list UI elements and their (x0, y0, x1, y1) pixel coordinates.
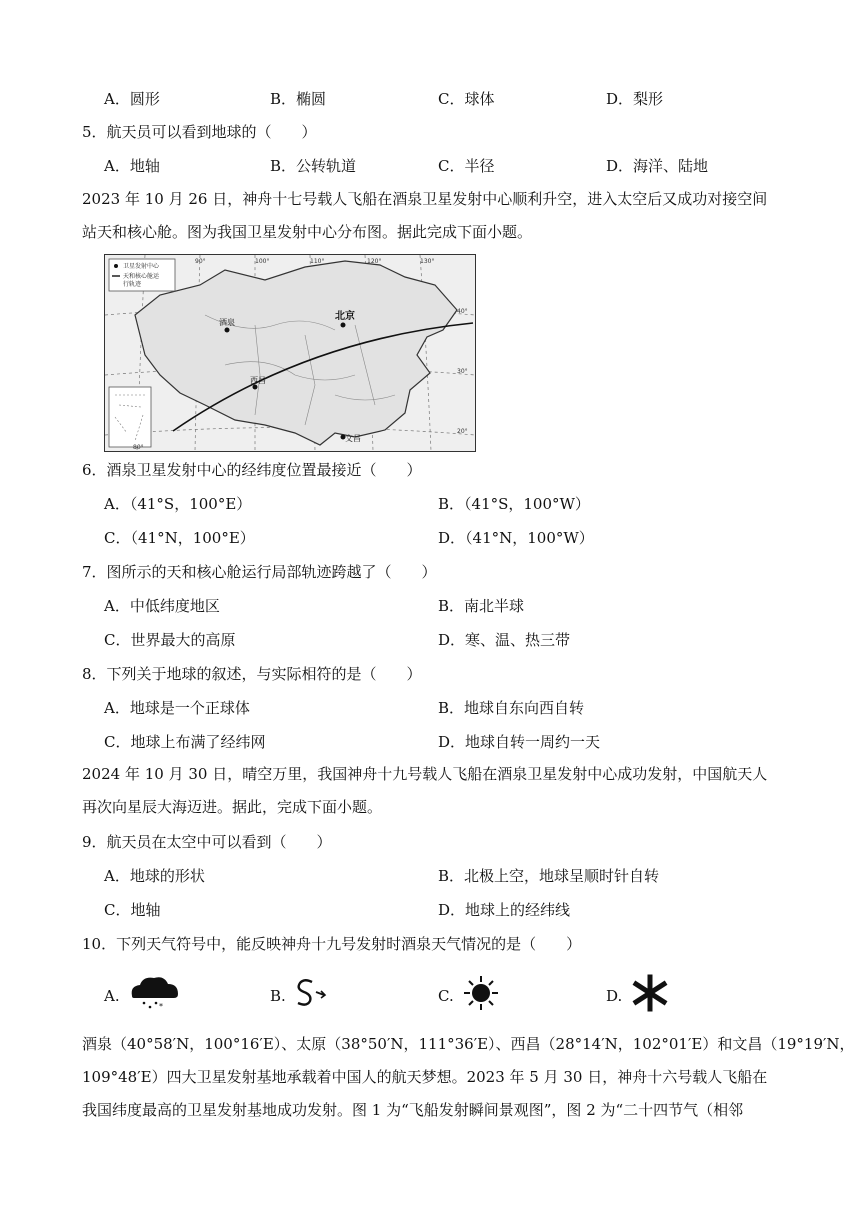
label-lon-120: 120° (367, 258, 382, 265)
label-lon-130: 130° (420, 258, 435, 265)
q10-option-d-label[interactable]: D. (606, 987, 623, 1005)
q7-option-c[interactable]: C．世界最大的高原 (104, 631, 236, 649)
intro-paragraph-2 (82, 758, 782, 824)
intro-1-line-2: 站天和核心舱。图为我国卫星发射中心分布图。据此完成下面小题。 (82, 223, 533, 241)
intro-3-line-3: 我国纬度最高的卫星发射基地成功发射。图 1 为“飞船发射瞬间景观图”，图 2 为“二十四节气（相邻 (82, 1101, 744, 1119)
label-jiuquan: 酒泉 (219, 318, 235, 327)
intro-2-line-1: 2024 年 10 月 30 日，晴空万里，我国神舟十九号载人飞船在酒泉卫星发射中心成功发射，中国航天人 (82, 765, 768, 783)
q7-option-b[interactable]: B．南北半球 (438, 597, 525, 615)
q6-option-c[interactable]: C．（41°N，100°E） (104, 529, 255, 547)
q5-option-d[interactable]: D．海洋、陆地 (606, 157, 709, 175)
q4-option-b[interactable]: B．椭圆 (270, 90, 327, 108)
intro-paragraph-3 (82, 1028, 855, 1127)
q10-option-b-label[interactable]: B. (270, 987, 286, 1005)
intro-3-line-1: 酒泉（40°58′N，100°16′E）、太原（38°50′N，111°36′E）、西昌（28°14′N，102°01′E）和文昌（19°19′N， (82, 1035, 855, 1053)
q7-option-d[interactable]: D．寒、温、热三带 (438, 631, 571, 649)
legend-center-label: 卫星发射中心 (123, 263, 160, 270)
q4-option-c[interactable]: C．球体 (438, 90, 495, 108)
map-svg (105, 255, 475, 451)
q4-option-d[interactable]: D．梨形 (606, 90, 664, 108)
svg-text:*: * (159, 1002, 163, 1010)
intro-2-line-2: 再次向星辰大海迈进。据此，完成下面小题。 (82, 798, 383, 816)
intro-paragraph-1 (82, 183, 782, 249)
label-lat-20: 20° (457, 428, 468, 435)
q9-option-b[interactable]: B．北极上空，地球呈顺时针自转 (438, 867, 660, 885)
q7-option-a[interactable]: A．中低纬度地区 (104, 597, 220, 615)
q8-stem: 8．下列关于地球的叙述，与实际相符的是（ ） (82, 665, 422, 683)
q6-stem: 6．酒泉卫星发射中心的经纬度位置最接近（ ） (82, 461, 422, 479)
q5-option-a[interactable]: A．地轴 (104, 157, 160, 175)
label-wenchang: 文昌 (345, 434, 361, 443)
q5-stem: 5．航天员可以看到地球的（ ） (82, 123, 317, 141)
intro-3-line-2: 109°48′E）四大卫星发射基地承载着中国人的航天梦想。2023 年 5 月 30 日，神舟十六号载人飞船在 (82, 1068, 768, 1086)
label-lon-100: 100° (255, 258, 270, 265)
satellite-launch-center-map (104, 254, 476, 452)
q6-option-d[interactable]: D．（41°N，100°W） (438, 529, 594, 547)
q5-option-b[interactable]: B．公转轨道 (270, 157, 357, 175)
legend-track-label-2: 行轨迹 (123, 281, 142, 288)
sun-icon[interactable] (462, 974, 500, 1012)
q6-option-b[interactable]: B．（41°S，100°W） (438, 495, 590, 513)
q8-option-c[interactable]: C．地球上布满了经纬网 (104, 733, 266, 751)
snowflake-icon[interactable] (630, 974, 670, 1012)
q10-option-a-label[interactable]: A. (104, 987, 120, 1005)
label-lon-90: 90° (195, 258, 206, 265)
q7-stem: 7．图所示的天和核心舱运行局部轨迹跨越了（ ） (82, 563, 437, 581)
label-lat-30: 30° (457, 368, 468, 375)
label-lon-110: 110° (310, 258, 325, 265)
q8-option-d[interactable]: D．地球自转一周约一天 (438, 733, 601, 751)
rain-snow-cloud-icon[interactable] (126, 974, 182, 1010)
q9-option-a[interactable]: A．地球的形状 (104, 867, 205, 885)
legend-track-label-1: 天和核心舱运 (123, 273, 160, 280)
q6-option-a[interactable]: A．（41°S，100°E） (104, 495, 252, 513)
q9-option-d[interactable]: D．地球上的经纬线 (438, 901, 571, 919)
label-lon-80: 80° (133, 444, 144, 451)
q5-option-c[interactable]: C．半径 (438, 157, 495, 175)
q10-option-c-label[interactable]: C. (438, 987, 454, 1005)
label-lat-40: 40° (457, 308, 468, 315)
q8-option-b[interactable]: B．地球自东向西自转 (438, 699, 585, 717)
q9-option-c[interactable]: C．地轴 (104, 901, 161, 919)
q9-stem: 9．航天员在太空中可以看到（ ） (82, 833, 332, 851)
q10-stem: 10．下列天气符号中，能反映神舟十九号发射时酒泉天气情况的是（ ） (82, 935, 582, 953)
q4-option-a[interactable]: A．圆形 (104, 90, 160, 108)
intro-1-line-1: 2023 年 10 月 26 日，神舟十七号载人飞船在酒泉卫星发射中心顺利升空，进入太空后又成功对接空间 (82, 190, 768, 208)
sandstorm-icon[interactable] (292, 976, 328, 1010)
q8-option-a[interactable]: A．地球是一个正球体 (104, 699, 250, 717)
label-xichang: 西昌 (250, 376, 266, 385)
label-beijing: 北京 (335, 311, 355, 322)
